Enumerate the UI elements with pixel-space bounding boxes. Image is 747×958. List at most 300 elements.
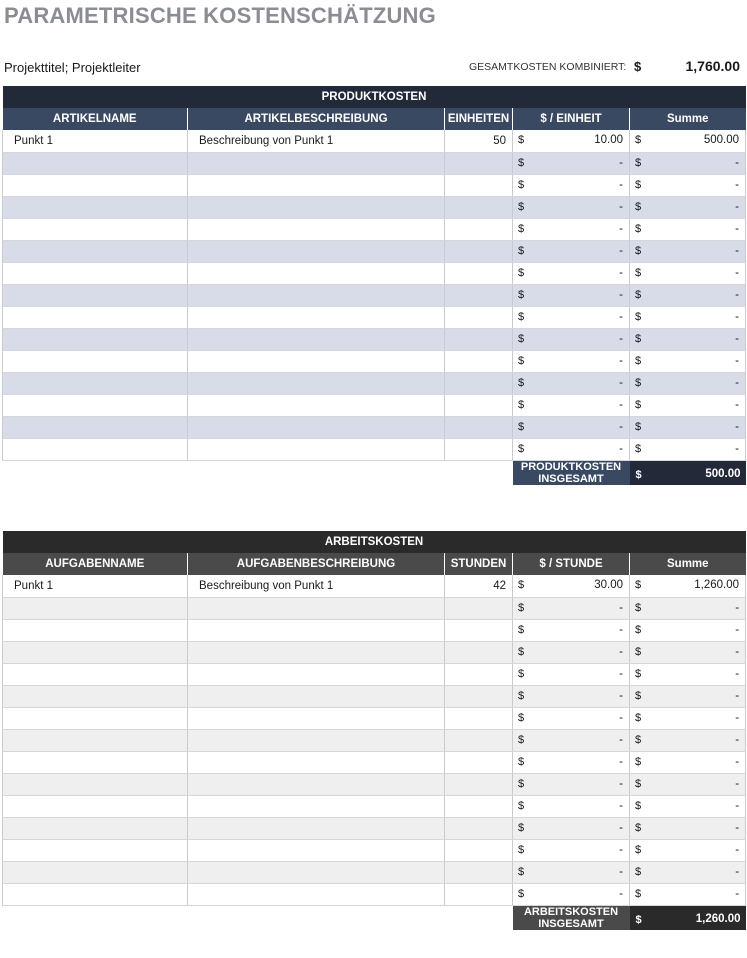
rate-amount: 10.00 [594,134,623,146]
cell-description[interactable] [188,196,445,218]
rate-amount: - [619,623,623,636]
cell-rate[interactable] [513,751,630,773]
table-row [3,350,746,372]
cell-name[interactable] [3,883,188,905]
rate-amount: - [619,310,623,323]
col-header-sum[interactable]: Summe [630,553,746,575]
cell-name[interactable] [3,350,188,372]
rate-amount: - [619,200,623,213]
sum-amount: - [735,200,740,213]
rate-amount: - [619,799,623,812]
cell-description[interactable] [188,152,445,174]
cell-name[interactable] [3,707,188,729]
cell-quantity[interactable] [445,619,513,641]
rate-amount: - [619,601,623,614]
sum-amount: 1,260.00 [694,579,740,591]
currency-symbol: $ [635,200,642,213]
rate-amount: - [619,244,623,257]
currency-symbol: $ [518,178,525,191]
currency-symbol: $ [635,887,642,900]
cell-name[interactable] [3,751,188,773]
cell-rate[interactable] [513,707,630,729]
col-header-sum[interactable]: Summe [630,108,746,130]
rate-amount: - [619,266,623,279]
sum-amount: - [735,310,740,323]
project-title-field[interactable]: Projekttitel; Projektleiter [4,60,141,75]
cell-rate[interactable] [513,174,630,196]
table-row [3,240,746,262]
cell-quantity[interactable] [445,438,513,460]
cell-quantity[interactable] [445,394,513,416]
cell-name[interactable] [3,196,188,218]
currency-symbol: $ [635,244,642,257]
currency-symbol: $ [635,755,642,768]
cell-rate[interactable] [513,306,630,328]
cell-quantity[interactable] [445,328,513,350]
cell-name[interactable] [3,817,188,839]
currency-symbol: $ [518,376,525,389]
table-row [3,284,746,306]
cell-description[interactable] [188,218,445,240]
rate-amount: - [619,755,623,768]
cell-description[interactable] [188,839,445,861]
cell-name[interactable] [3,262,188,284]
table-row [3,597,746,619]
cell-name[interactable] [3,328,188,350]
currency-symbol: $ [635,376,642,389]
cell-rate[interactable] [513,861,630,883]
currency-symbol: $ [518,200,525,213]
cell-rate[interactable] [513,130,630,152]
cell-rate[interactable] [513,196,630,218]
cell-rate[interactable] [513,438,630,460]
cell-rate[interactable] [513,372,630,394]
currency-symbol: $ [518,134,525,146]
currency-symbol: $ [635,843,642,856]
cell-sum [630,284,746,306]
currency-symbol: $ [635,799,642,812]
rate-amount: - [619,667,623,680]
cell-description[interactable] [188,240,445,262]
cell-sum [630,619,746,641]
currency-symbol: $ [518,645,525,658]
col-header-item-name[interactable]: ARTIKELNAME [3,108,188,130]
currency-symbol: $ [518,623,525,636]
cell-quantity[interactable] [445,839,513,861]
cell-name[interactable] [3,795,188,817]
cell-name[interactable] [3,619,188,641]
table-row [3,751,746,773]
table-row [3,218,746,240]
cell-quantity[interactable] [445,685,513,707]
currency-symbol: $ [635,156,642,169]
cell-quantity[interactable] [445,707,513,729]
cell-description[interactable] [188,861,445,883]
cell-sum [630,262,746,284]
cell-quantity[interactable] [445,306,513,328]
cell-sum [630,394,746,416]
cell-description[interactable] [188,751,445,773]
rate-amount: - [619,843,623,856]
cell-sum [630,328,746,350]
cell-sum [630,729,746,751]
table-row [3,372,746,394]
sum-amount: - [735,755,740,768]
rate-amount: - [619,222,623,235]
table-row [3,438,746,460]
cell-description[interactable] [188,817,445,839]
cell-rate[interactable] [513,416,630,438]
cell-rate[interactable] [513,839,630,861]
cell-sum [630,240,746,262]
cell-quantity[interactable] [445,729,513,751]
sum-amount: - [735,799,740,812]
cell-description[interactable] [188,729,445,751]
currency-symbol: $ [518,777,525,790]
cell-rate[interactable] [513,218,630,240]
currency-symbol: $ [635,442,642,455]
cell-name[interactable] [3,438,188,460]
product-cost-banner: PRODUKTKOSTEN [3,86,746,108]
cell-quantity[interactable] [445,174,513,196]
cell-sum [630,575,746,597]
cell-quantity[interactable] [445,416,513,438]
currency-symbol: $ [635,310,642,323]
currency-symbol: $ [518,332,525,345]
cell-name[interactable] [3,861,188,883]
cell-description[interactable] [188,262,445,284]
table-row [3,883,746,905]
cell-quantity[interactable] [445,641,513,663]
rate-amount: - [619,645,623,658]
currency-symbol: $ [518,156,525,169]
sum-amount: - [735,821,740,834]
sum-amount: - [735,222,740,235]
table-row [3,685,746,707]
cell-sum [630,350,746,372]
cell-rate[interactable] [513,795,630,817]
cell-sum [630,839,746,861]
cell-quantity[interactable] [445,218,513,240]
cell-sum [630,861,746,883]
cell-quantity[interactable] [445,284,513,306]
cell-name[interactable] [3,394,188,416]
cell-sum [630,174,746,196]
cell-sum [630,817,746,839]
rate-amount: 30.00 [594,579,623,591]
currency-symbol: $ [635,733,642,746]
currency-symbol: $ [518,579,525,591]
cell-quantity[interactable] [445,350,513,372]
table-row [3,262,746,284]
rate-amount: - [619,689,623,702]
cell-sum [630,438,746,460]
sum-amount: - [735,376,740,389]
col-header-task-description[interactable]: AUFGABENBESCHREIBUNG [188,553,445,575]
currency-symbol: $ [635,222,642,235]
sum-amount: - [735,244,740,257]
cell-description[interactable] [188,707,445,729]
cell-quantity[interactable]: 50 [445,130,513,152]
col-header-item-description[interactable]: ARTIKELBESCHREIBUNG [188,108,445,130]
currency-symbol: $ [635,711,642,724]
sum-amount: - [735,288,740,301]
table-row [3,641,746,663]
cell-rate[interactable] [513,328,630,350]
currency-symbol: $ [635,332,642,345]
cell-rate[interactable] [513,597,630,619]
currency-symbol: $ [635,398,642,411]
product-total-value [630,460,746,485]
rate-amount: - [619,733,623,746]
cell-name[interactable] [3,240,188,262]
col-header-hours[interactable]: STUNDEN [445,553,513,575]
currency-symbol: $ [635,667,642,680]
cell-sum [630,597,746,619]
cell-rate[interactable] [513,619,630,641]
grand-total-currency: $ [634,59,642,74]
currency-symbol: $ [518,843,525,856]
cell-quantity[interactable] [445,773,513,795]
rate-amount: - [619,398,623,411]
cell-description[interactable] [188,438,445,460]
cell-name[interactable] [3,641,188,663]
rate-amount: - [619,288,623,301]
cell-quantity[interactable] [445,196,513,218]
cell-description[interactable] [188,641,445,663]
cell-quantity[interactable] [445,795,513,817]
product-total-amount: 500.00 [705,467,741,480]
cell-description[interactable] [188,795,445,817]
currency-symbol: $ [518,865,525,878]
rate-amount: - [619,821,623,834]
labor-total-amount: 1,260.00 [695,912,741,925]
currency-symbol: $ [518,601,525,614]
cell-sum [630,196,746,218]
cell-description[interactable] [188,883,445,905]
currency-symbol: $ [518,398,525,411]
cell-description[interactable] [188,416,445,438]
rate-amount: - [619,442,623,455]
currency-symbol: $ [518,733,525,746]
cell-description[interactable] [188,372,445,394]
cell-quantity[interactable] [445,372,513,394]
table-row [3,152,746,174]
cell-description[interactable] [188,350,445,372]
cell-quantity[interactable] [445,663,513,685]
cell-description[interactable] [188,597,445,619]
currency-symbol: $ [635,777,642,790]
sum-amount: - [735,623,740,636]
product-total-label: PRODUKTKOSTEN INSGESAMT [513,460,630,485]
currency-symbol: $ [635,354,642,367]
cell-rate[interactable] [513,152,630,174]
currency-symbol: $ [518,310,525,323]
cell-rate[interactable] [513,284,630,306]
cell-rate[interactable] [513,773,630,795]
cell-quantity[interactable] [445,152,513,174]
cell-description[interactable] [188,306,445,328]
currency-symbol: $ [518,222,525,235]
cell-sum [630,707,746,729]
currency-symbol: $ [518,442,525,455]
sum-amount: 500.00 [703,134,740,146]
cell-quantity[interactable] [445,262,513,284]
cell-description[interactable]: Beschreibung von Punkt 1 [188,130,445,152]
cell-name[interactable] [3,152,188,174]
currency-symbol: $ [635,134,642,146]
table-row [3,839,746,861]
cell-description[interactable] [188,619,445,641]
cell-name[interactable]: Punkt 1 [3,130,188,152]
rate-amount: - [619,354,623,367]
cell-description[interactable] [188,394,445,416]
labor-total-value [630,905,746,930]
currency-symbol: $ [635,468,642,481]
cell-rate[interactable] [513,641,630,663]
labor-total-label: ARBEITSKOSTEN INSGESAMT [513,905,630,930]
currency-symbol: $ [635,288,642,301]
cell-name[interactable] [3,663,188,685]
currency-symbol: $ [518,689,525,702]
cell-rate[interactable] [513,350,630,372]
rate-amount: - [619,178,623,191]
sum-amount: - [735,733,740,746]
sum-amount: - [735,645,740,658]
cell-quantity[interactable] [445,240,513,262]
currency-symbol: $ [635,601,642,614]
table-row [3,817,746,839]
currency-symbol: $ [635,689,642,702]
sum-amount: - [735,689,740,702]
cell-name[interactable] [3,416,188,438]
table-row [3,328,746,350]
cell-rate[interactable] [513,575,630,597]
cell-name[interactable] [3,773,188,795]
cell-name[interactable] [3,839,188,861]
cell-name[interactable] [3,685,188,707]
currency-symbol: $ [518,354,525,367]
col-header-price-per-unit[interactable]: $ / EINHEIT [513,108,630,130]
col-header-units[interactable]: EINHEITEN [445,108,513,130]
cell-description[interactable]: Beschreibung von Punkt 1 [188,575,445,597]
cell-sum [630,416,746,438]
currency-symbol: $ [635,865,642,878]
cell-sum [630,663,746,685]
sum-amount: - [735,442,740,455]
cell-sum [630,751,746,773]
cell-quantity[interactable] [445,751,513,773]
cell-name[interactable]: Punkt 1 [3,575,188,597]
rate-amount: - [619,420,623,433]
page-title: PARAMETRISCHE KOSTENSCHÄTZUNG [4,3,436,28]
sum-amount: - [735,667,740,680]
col-header-task-name[interactable]: AUFGABENNAME [3,553,188,575]
cell-description[interactable] [188,685,445,707]
cell-rate[interactable] [513,663,630,685]
table-row [3,663,746,685]
cell-rate[interactable] [513,240,630,262]
sum-amount: - [735,887,740,900]
currency-symbol: $ [518,420,525,433]
cell-sum [630,641,746,663]
cell-name[interactable] [3,284,188,306]
rate-amount: - [619,777,623,790]
cell-description[interactable] [188,284,445,306]
cell-sum [630,152,746,174]
cell-rate[interactable] [513,729,630,751]
currency-symbol: $ [635,420,642,433]
currency-symbol: $ [635,645,642,658]
cell-sum [630,218,746,240]
cell-quantity[interactable] [445,597,513,619]
cell-quantity[interactable]: 42 [445,575,513,597]
col-header-price-per-hour[interactable]: $ / STUNDE [513,553,630,575]
cell-description[interactable] [188,328,445,350]
cell-rate[interactable] [513,817,630,839]
cell-sum [630,773,746,795]
currency-symbol: $ [518,244,525,257]
table-row [3,174,746,196]
cell-sum [630,883,746,905]
cell-quantity[interactable] [445,861,513,883]
cell-description[interactable] [188,663,445,685]
currency-symbol: $ [518,667,525,680]
cell-name[interactable] [3,372,188,394]
cell-rate[interactable] [513,685,630,707]
cell-name[interactable] [3,218,188,240]
table-row [3,130,746,152]
cell-description[interactable] [188,174,445,196]
cell-sum [630,795,746,817]
rate-amount: - [619,156,623,169]
table-row [3,773,746,795]
cell-rate[interactable] [513,883,630,905]
cell-quantity[interactable] [445,817,513,839]
sum-amount: - [735,332,740,345]
currency-symbol: $ [518,799,525,812]
cell-rate[interactable] [513,262,630,284]
currency-symbol: $ [518,266,525,279]
cell-name[interactable] [3,174,188,196]
cell-sum [630,372,746,394]
cell-quantity[interactable] [445,883,513,905]
product-cost-table [2,86,746,485]
table-row [3,306,746,328]
cell-name[interactable] [3,597,188,619]
sum-amount: - [735,865,740,878]
grand-total-label: GESAMTKOSTEN KOMBINIERT: [469,61,627,73]
rate-amount: - [619,376,623,389]
sum-amount: - [735,178,740,191]
sum-amount: - [735,420,740,433]
currency-symbol: $ [635,913,642,926]
cell-rate[interactable] [513,394,630,416]
sum-amount: - [735,777,740,790]
cell-sum [630,306,746,328]
rate-amount: - [619,865,623,878]
cell-name[interactable] [3,729,188,751]
cell-name[interactable] [3,306,188,328]
currency-symbol: $ [635,178,642,191]
sum-amount: - [735,156,740,169]
table-row [3,196,746,218]
grand-total-value: 1,760.00 [685,58,740,74]
cell-description[interactable] [188,773,445,795]
sum-amount: - [735,711,740,724]
rate-amount: - [619,711,623,724]
sum-amount: - [735,266,740,279]
